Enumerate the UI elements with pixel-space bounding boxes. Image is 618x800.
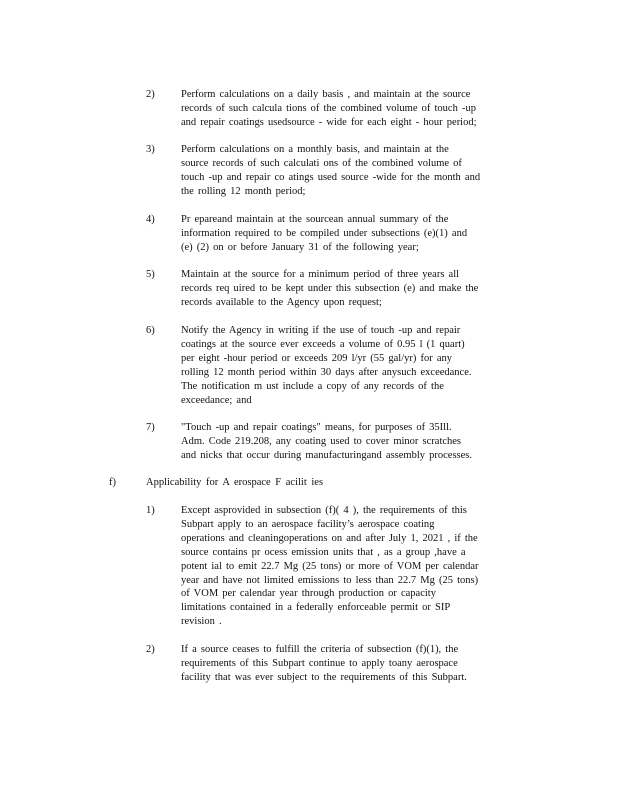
text-line: potent ial to emit 22.7 Mg (25 tons) or more of VOM per calendar: [181, 560, 479, 572]
item-number: 1): [146, 505, 155, 516]
item-number: 3): [146, 144, 155, 155]
paragraph: [181, 88, 477, 130]
text-line: source records of such calculati ons of the combined volume of: [181, 157, 462, 169]
text-line: year and have not limited emissions to less than 22.7 Mg (25 tons): [181, 574, 479, 586]
text-line: information required to be compiled under subsections (e)(1) and: [181, 227, 468, 239]
paragraph: [181, 643, 467, 685]
text-line: Maintain at the source for a minimum period of three years all: [181, 269, 460, 280]
text-line: operations and cleaningoperations on and after July 1, 2021 , if the: [181, 532, 478, 544]
paragraph: [181, 421, 472, 463]
text-line: Notify the Agency in writing if the use of touch -up and repair: [181, 325, 461, 336]
text-line: rolling 12 month period within 30 days after anysuch exceedance.: [181, 366, 472, 378]
section-label: f): [109, 477, 116, 488]
item-number: 2): [146, 644, 155, 655]
item-number: 5): [146, 269, 155, 280]
item-number: 6): [146, 325, 155, 336]
text-line: Perform calculations on a monthly basis, and maintain at the: [181, 144, 449, 155]
text-line: exceedance; and: [181, 394, 252, 406]
text-line: the rolling 12 month period;: [181, 185, 306, 197]
section-title: Applicability for A erospace F acilit ies: [146, 477, 324, 488]
paragraph: [181, 504, 479, 629]
text-line: coatings at the source ever exceeds a volume of 0.95 l (1 quart): [181, 338, 465, 350]
text-line: touch -up and repair co atings used source -wide for the month and: [181, 171, 481, 183]
text-line: and repair coatings usedsource - wide for each eight - hour period;: [181, 116, 477, 128]
text-line: records available to the Agency upon request;: [181, 296, 382, 308]
item-number: 2): [146, 89, 155, 100]
text-line: revision .: [181, 616, 222, 628]
text-line: Pr epareand maintain at the sourcean annual summary of the: [181, 214, 449, 225]
text-line: records of such calcula tions of the combined volume of touch -up: [181, 102, 476, 114]
paragraph: [181, 268, 478, 310]
text-line: facility that was ever subject to the requirements of this Subpart.: [181, 671, 467, 683]
text-line: The notification m ust include a copy of any records of the: [181, 380, 444, 392]
paragraph: [181, 324, 472, 407]
text-line: "Touch -up and repair coatings" means, for purposes of 35Ill.: [181, 422, 452, 433]
text-line: of VOM per calendar year through production or capacity: [181, 588, 436, 600]
item-number: 4): [146, 214, 155, 225]
text-line: and nicks that occur during manufacturingand assembly processes.: [181, 449, 473, 461]
text-line: per eight -hour period or exceeds 209 l/yr (55 gal/yr) for any: [181, 352, 453, 364]
text-line: Subpart apply to an aerospace facility’s aerospace coating: [181, 518, 435, 530]
text-line: If a source ceases to fulfill the criteria of subsection (f)(1), the: [181, 644, 459, 655]
text-line: Except asprovided in subsection (f)( 4 ), the requirements of this: [181, 505, 467, 516]
text-line: requirements of this Subpart continue to apply toany aerospace: [181, 657, 458, 669]
text-line: Perform calculations on a daily basis , and maintain at the source: [181, 89, 471, 100]
item-number: 7): [146, 422, 155, 433]
text-line: source contains pr ocess emission units that , as a group ,have a: [181, 546, 466, 558]
text-line: records req uired to be kept under this subsection (e) and make the: [181, 282, 479, 294]
paragraph: [181, 143, 480, 199]
paragraph: [181, 213, 467, 255]
text-line: limitations contained in a federally enforceable permit or SIP: [181, 602, 451, 614]
text-line: Adm. Code 219.208, any coating used to cover minor scratches: [181, 435, 462, 447]
text-line: (e) (2) on or before January 31 of the following year;: [181, 241, 419, 253]
